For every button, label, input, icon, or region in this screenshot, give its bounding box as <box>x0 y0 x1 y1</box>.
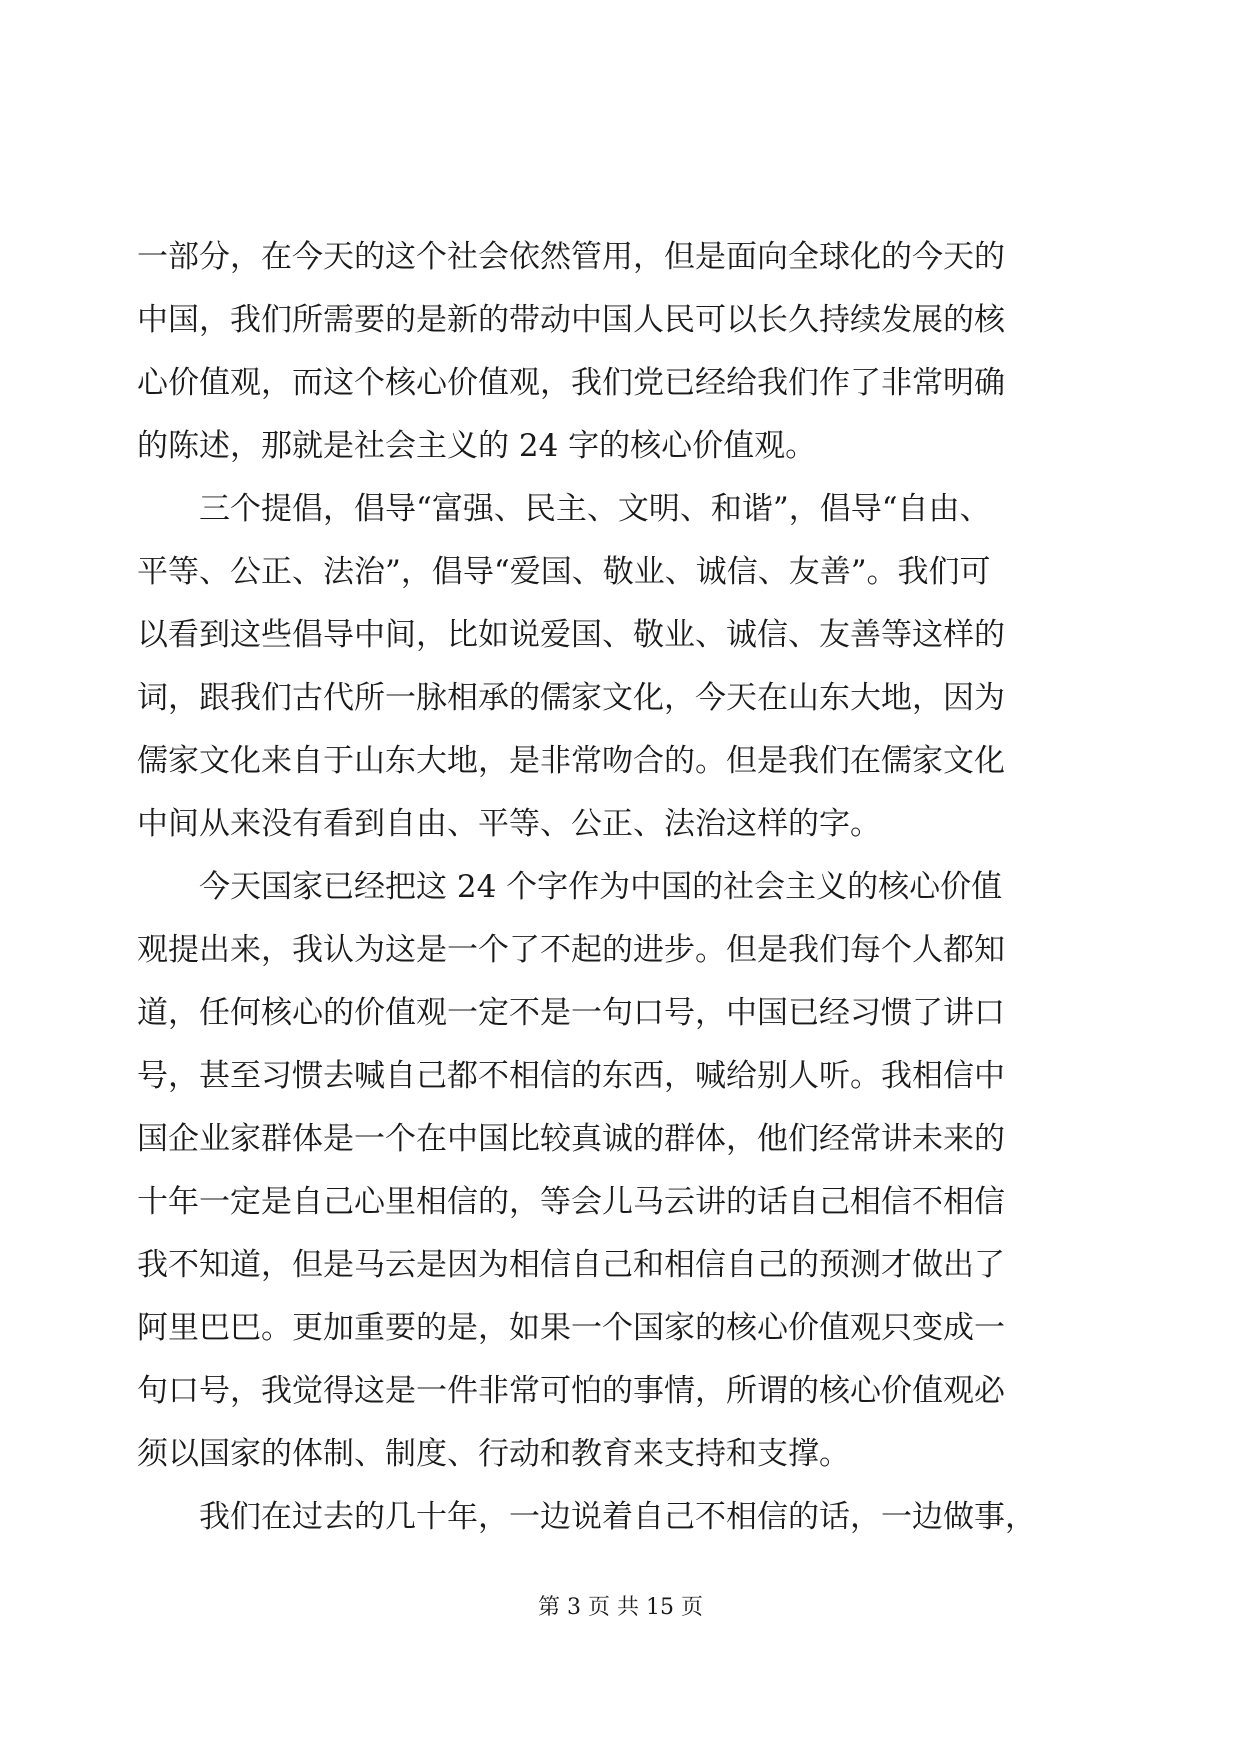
text-line: 三个提倡，倡导“富强、民主、文明、和谐”，倡导“自由、 <box>137 491 991 527</box>
text-line: 须以国家的体制、制度、行动和教育来支持和支撑。 <box>137 1436 850 1472</box>
text-line: 平等、公正、法治”，倡导“爱国、敬业、诚信、友善”。我们可 <box>137 554 991 590</box>
page-number-footer: 第 3 页 共 15 页 <box>538 1595 703 1620</box>
text-line: 观提出来，我认为这是一个了不起的进步。但是我们每个人都知 <box>137 932 1005 968</box>
text-line: 我们在过去的几十年，一边说着自己不相信的话，一边做事， <box>137 1499 1036 1535</box>
text-line: 的陈述，那就是社会主义的 24 字的核心价值观。 <box>137 428 817 464</box>
text-line: 国企业家群体是一个在中国比较真诚的群体，他们经常讲未来的 <box>137 1121 1005 1157</box>
text-line: 词，跟我们古代所一脉相承的儒家文化，今天在山东大地，因为 <box>137 680 1005 716</box>
text-line: 十年一定是自己心里相信的，等会儿马云讲的话自己相信不相信 <box>137 1184 1005 1220</box>
text-line: 句口号，我觉得这是一件非常可怕的事情，所谓的核心价值观必 <box>137 1373 1005 1409</box>
text-line: 阿里巴巴。更加重要的是，如果一个国家的核心价值观只变成一 <box>137 1310 1005 1346</box>
text-line: 一部分，在今天的这个社会依然管用，但是面向全球化的今天的 <box>137 239 1005 275</box>
text-line: 今天国家已经把这 24 个字作为中国的社会主义的核心价值 <box>137 869 1003 905</box>
text-line: 中间从来没有看到自由、平等、公正、法治这样的字。 <box>137 806 881 842</box>
text-line: 儒家文化来自于山东大地，是非常吻合的。但是我们在儒家文化 <box>137 743 1005 779</box>
text-line: 道，任何核心的价值观一定不是一句口号，中国已经习惯了讲口 <box>137 995 1005 1031</box>
body-text <box>137 228 1087 1553</box>
text-line: 中国，我们所需要的是新的带动中国人民可以长久持续发展的核 <box>137 302 1005 338</box>
text-line: 心价值观，而这个核心价值观，我们党已经给我们作了非常明确 <box>137 365 1005 401</box>
text-line: 我不知道，但是马云是因为相信自己和相信自己的预测才做出了 <box>137 1247 1005 1283</box>
text-line: 号，甚至习惯去喊自己都不相信的东西，喊给别人听。我相信中 <box>137 1058 1005 1094</box>
text-line: 以看到这些倡导中间，比如说爱国、敬业、诚信、友善等这样的 <box>137 617 1005 653</box>
